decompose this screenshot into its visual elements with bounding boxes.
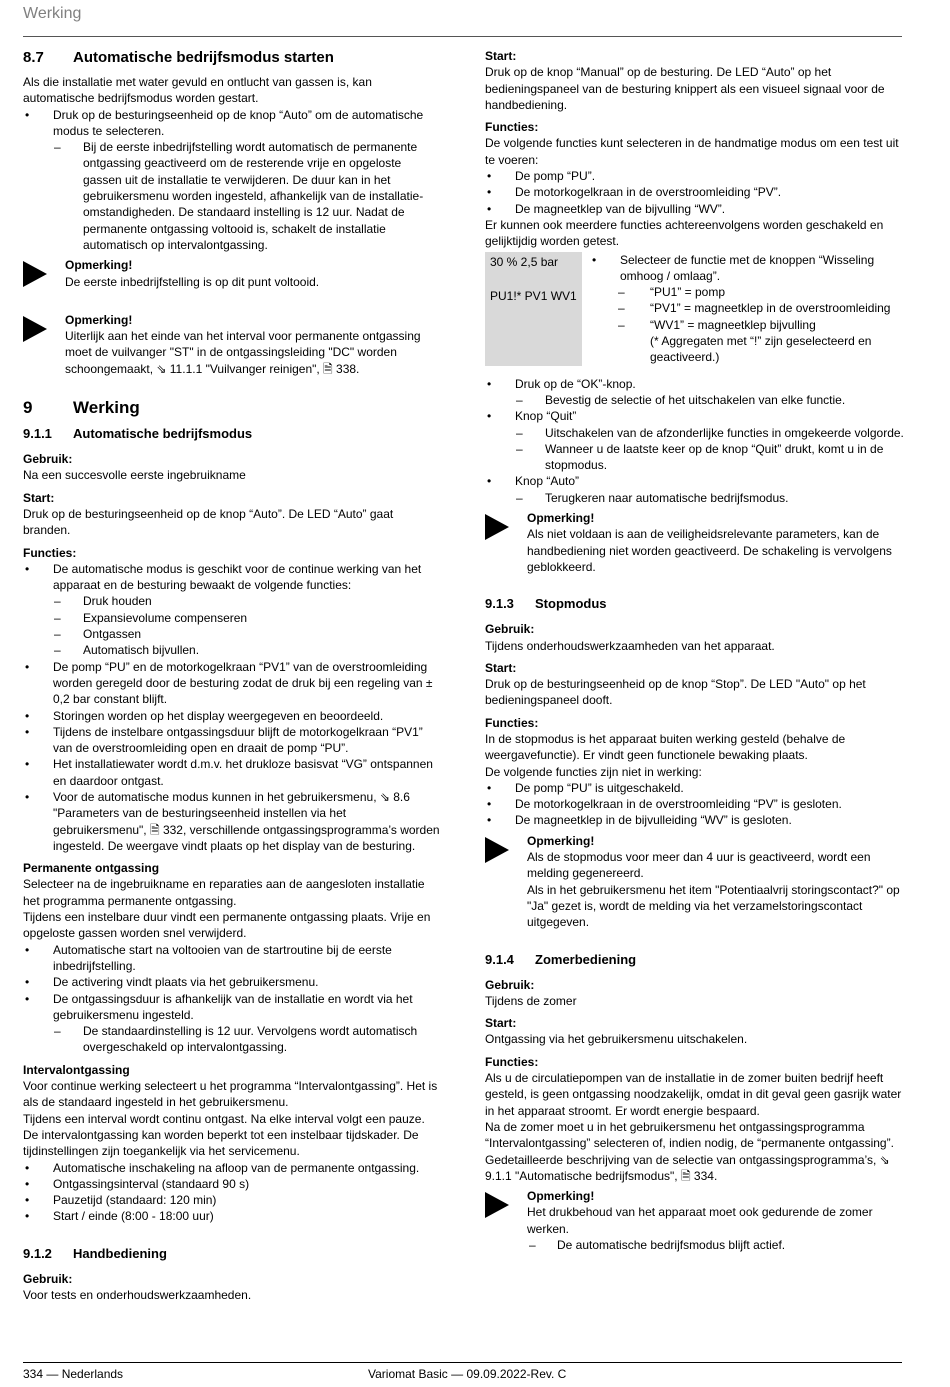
paragraph: Druk op de knop “Manual” op de besturing. De LED “Auto” op het bedieningspaneel van de besturing knippert als een visueel signaal voor de handbediening.	[485, 65, 885, 112]
list-item: – Terugkeren naar automatische bedrijfsmodus.	[485, 490, 905, 506]
label-start: Start:	[485, 1016, 517, 1031]
list-item: • Druk op de besturingseenheid op de knop “Auto” om de automatische modus te selecteren.	[23, 107, 441, 140]
note-arrow-icon	[485, 1188, 527, 1253]
footer-divider	[23, 1362, 902, 1363]
list-item: • De motorkogelkraan in de overstroomleiding “PV” is gesloten.	[485, 796, 905, 812]
note-block	[485, 1188, 905, 1253]
list-item: • Pauzetijd (standaard: 120 min)	[23, 1192, 441, 1208]
list-item: • De pomp “PU”.	[485, 168, 905, 184]
chapter-9-heading: 9 Werking	[23, 398, 140, 418]
label-permanente-ontgassing: Permanente ontgassing	[23, 861, 160, 876]
list-item-note: (* Aggregaten met “!” zijn geselecteerd en geactiveerd.)	[650, 334, 872, 365]
paragraph: In de stopmodus is het apparaat buiten werking gesteld (behalve de weergavefunctie). Er vindt geen functionele bewaking plaats.	[485, 731, 846, 763]
paragraph: Druk op de besturingseenheid op de knop “Auto”. De LED “Auto” gaat branden.	[23, 506, 394, 538]
list-item: • Ontgassingsinterval (standaard 90 s)	[23, 1176, 441, 1192]
paragraph: Druk op de besturingseenheid op de knop “Stop”. De LED "Auto" op het bedieningspaneel dooft.	[485, 677, 866, 708]
note-block	[23, 257, 441, 290]
paragraph: Selecteer na de ingebruikname en reparaties aan de aangesloten installatie het programma permanente ontgassing.	[23, 877, 425, 908]
list-item: • Knop “Auto”	[485, 473, 905, 489]
note-text: Uiterlijk aan het einde van het interval voor permanente ontgassing moet de vuilvanger "ST" in de ontgassingsleiding "DC" worden schoongemaakt, ⇘ 11.1.1 "Vuilvanger reinigen", 🗎 338.	[65, 329, 421, 376]
note-text: De eerste inbedrijfstelling is op dit punt voltooid.	[65, 274, 320, 289]
list-item: – Wanneer u de laatste keer op de knop “Quit” drukt, komt u in de stopmodus.	[485, 441, 905, 474]
note-block	[485, 833, 905, 931]
display-preview	[485, 252, 582, 366]
section-8-7-heading: 8.7 Automatische bedrijfsmodus starten	[23, 49, 334, 66]
label-intervalontgassing: Intervalontgassing	[23, 1062, 130, 1077]
list-item: • Het installatiewater wordt d.m.v. het drukloze basisvat “VG” ontspannen en daardoor ontgast.	[23, 756, 441, 789]
section-9-1-4-heading: 9.1.4 Zomerbediening	[485, 951, 637, 967]
display-line-2: PU1!* PV1 WV1	[490, 288, 577, 303]
paragraph: Er kunnen ook meerdere functies achtereenvolgens worden geschakeld en gelijktijdig worden getest.	[485, 217, 884, 249]
page-header: Werking	[23, 5, 82, 22]
label-gebruik: Gebruik:	[23, 1271, 73, 1286]
list-item: • Knop “Quit”	[485, 408, 905, 424]
note-title: Opmerking!	[65, 258, 133, 273]
list-item: • Automatische inschakeling na afloop van de permanente ontgassing.	[23, 1160, 441, 1176]
paragraph: Ontgassing via het gebruikersmenu uitschakelen.	[485, 1032, 748, 1047]
label-start: Start:	[485, 660, 517, 675]
note-text: Als de stopmodus voor meer dan 4 uur is geactiveerd, wordt een melding gegenereerd.	[527, 850, 871, 881]
note-text: Als niet voldaan is aan de veiligheidsrelevante parameters, kan de handbediening niet worden geactiveerd. De schakeling is vervolgens geblokkeerd.	[527, 527, 892, 574]
note-title: Opmerking!	[527, 833, 595, 848]
list-item: • Automatische start na voltooien van de startroutine bij de eerste inbedrijfstelling.	[23, 942, 441, 975]
paragraph: Als die installatie met water gevuld en ontlucht van gassen is, kan automatische bedrijfsmodus worden gestart.	[23, 75, 372, 106]
note-block	[485, 510, 905, 575]
label-gebruik: Gebruik:	[485, 622, 535, 637]
note-title: Opmerking!	[527, 511, 595, 526]
list-item: • De activering vindt plaats via het gebruikersmenu.	[23, 974, 441, 990]
footer-page-language: 334 — Nederlands	[23, 1367, 124, 1381]
list-item: • De pomp “PU” is uitgeschakeld.	[485, 780, 905, 796]
list-item: • Selecteer de functie met de knoppen “Wisseling omhoog / omlaag”.	[590, 252, 905, 285]
left-column	[23, 48, 441, 1303]
list-item: – “WV1” = magneetklep bijvulling	[590, 317, 905, 333]
paragraph: Voor continue werking selecteert u het programma “Intervalontgassing”. Het is als de standaard ingesteld in het gebruikersmenu.	[23, 1079, 438, 1110]
paragraph: Tijdens een interval wordt continu ontgast. Na elke interval volgt een pauze. De intervalontgassing kan worden beperkt tot een instelbaar tijdskader. De tijdinstellingen zijn toegankelijk via het servicemenu.	[23, 1111, 425, 1159]
note-text: Als in het gebruikersmenu het item "Potentiaalvrij storingscontact?" op "Ja" gezet is, wordt de melding via het verzamelstoringscontact uitgegeven.	[527, 882, 900, 930]
list-item: – “PU1” = pomp	[590, 284, 905, 300]
list-item: • Voor de automatische modus kunnen in het gebruikersmenu, ⇘ 8.6 "Parameters van de besturingseenheid instellen via het gebruikersmenu", 🗎 332, verschillende ontgassingsprogramma’s worden ingesteld. De weergave vindt plaats op het display van de besturing.	[23, 789, 441, 854]
list-item: • De magneetklep in de bijvulleiding “WV” is gesloten.	[485, 812, 905, 828]
label-functies: Functies:	[485, 120, 539, 135]
display-line-1: 30 % 2,5 bar	[490, 254, 559, 269]
list-item: • Tijdens de instelbare ontgassingsduur blijft de motorkogelkraan “PV1” van de overstroomleiding open en draait de pomp “PU”.	[23, 724, 441, 757]
list-item: • Start / einde (8:00 - 18:00 uur)	[23, 1208, 441, 1224]
right-column	[485, 48, 905, 1253]
note-title: Opmerking!	[65, 312, 133, 327]
list-item: – De automatische bedrijfsmodus blijft actief.	[527, 1237, 905, 1253]
note-arrow-icon	[23, 257, 65, 290]
section-9-1-3-heading: 9.1.3 Stopmodus	[485, 596, 607, 612]
paragraph: Na een succesvolle eerste ingebruikname	[23, 468, 246, 483]
list-item: • De automatische modus is geschikt voor de continue werking van het apparaat en de besturing bewaakt de volgende functies:	[23, 561, 441, 594]
list-item: • De magneetklep van de bijvulling “WV”.	[485, 201, 905, 217]
list-item: – Bevestig de selectie of het uitschakelen van elke functie.	[485, 392, 905, 408]
label-functies: Functies:	[23, 545, 77, 560]
list-item: – “PV1” = magneetklep in de overstroomleiding	[590, 300, 905, 316]
label-gebruik: Gebruik:	[23, 452, 73, 467]
section-9-1-1-heading: 9.1.1 Automatische bedrijfsmodus	[23, 426, 253, 442]
list-item: – Ontgassen	[23, 626, 441, 642]
label-functies: Functies:	[485, 715, 539, 730]
footer-document-info: Variomat Basic — 09.09.2022-Rev. C	[368, 1367, 567, 1381]
note-block	[23, 312, 441, 377]
paragraph: Tijdens de zomer	[485, 993, 577, 1008]
list-item: • De motorkogelkraan in de overstroomleiding “PV”.	[485, 184, 905, 200]
function-selection-box	[485, 252, 905, 366]
paragraph: De volgende functies kunt selecteren in de handmatige modus om een test uit te voeren:	[485, 136, 899, 167]
list-item: – De standaardinstelling is 12 uur. Vervolgens wordt automatisch overgeschakeld op intervalontgassing.	[23, 1023, 441, 1056]
paragraph: Voor tests en onderhoudswerkzaamheden.	[23, 1288, 252, 1302]
list-item: – Bij de eerste inbedrijfstelling wordt automatisch de permanente ontgassing geactiveerd om de resterende vrije en opgeloste gassen uit de installatie te verwijderen. De duur kan in het gebruikersmenu worden ingesteld, afhankelijk van de installatie-omstandigheden. De standaard instelling is 12 uur. Nadat de permanente ontgassing voltooid is, schakelt de installatie automatisch op intervalontgassing.	[23, 139, 441, 253]
note-arrow-icon	[485, 833, 527, 931]
list-item: • Storingen worden op het display weergegeven en beoordeeld.	[23, 708, 441, 724]
note-text: Het drukbehoud van het apparaat moet ook gedurende de zomer werken.	[527, 1205, 873, 1236]
paragraph: De volgende functies zijn niet in werking:	[485, 764, 702, 779]
label-gebruik: Gebruik:	[485, 977, 535, 992]
list-item: • De pomp “PU” en de motorkogelkraan “PV1” van de overstroomleiding worden geregeld door de besturing zodat de druk bij een regeling van ± 0,2 bar constant blijft.	[23, 659, 441, 708]
paragraph: Tijdens een instelbare duur vindt een permanente ontgassing plaats. Vrije en opgeloste gassen worden snel verwijderd.	[23, 910, 431, 941]
paragraph: Tijdens onderhoudswerkzaamheden van het apparaat.	[485, 638, 775, 653]
paragraph: Als u de circulatiepompen van de installatie in de zomer buiten bedrijf heeft gesteld, is geen ontgassing noodzakelijk, omdat in dit geval geen gasrijk water in het apparaat stroomt. Er wordt energie bespaard.	[485, 1071, 902, 1118]
label-functies: Functies:	[485, 1054, 539, 1069]
note-arrow-icon	[23, 312, 65, 377]
list-item: – Uitschakelen van de afzonderlijke functies in omgekeerde volgorde.	[485, 425, 905, 441]
list-item: • De ontgassingsduur is afhankelijk van de installatie en wordt via het gebruikersmenu ingesteld.	[23, 991, 441, 1024]
label-start: Start:	[23, 490, 55, 505]
paragraph: Na de zomer moet u in het gebruikersmenu het ontgassingsprogramma “Intervalontgassing” selecteren of, indien nodig, de “permanente ontgassing”. Gedetailleerde beschrijving van de selectie van ontgassingsprogramma’s, ⇘ 9.1.1 "Automatische bedrijfsmodus", 🗎 334.	[485, 1119, 894, 1183]
section-9-1-2-heading: 9.1.2 Handbediening	[23, 1245, 167, 1261]
header-divider	[23, 36, 902, 37]
list-item: – Automatisch bijvullen.	[23, 642, 441, 658]
label-start: Start:	[485, 49, 517, 63]
list-item: – Druk houden	[23, 593, 441, 609]
list-item: • Druk op de “OK”-knop.	[485, 376, 905, 392]
note-title: Opmerking!	[527, 1189, 595, 1204]
list-item: – Expansievolume compenseren	[23, 610, 441, 626]
note-arrow-icon	[485, 510, 527, 575]
